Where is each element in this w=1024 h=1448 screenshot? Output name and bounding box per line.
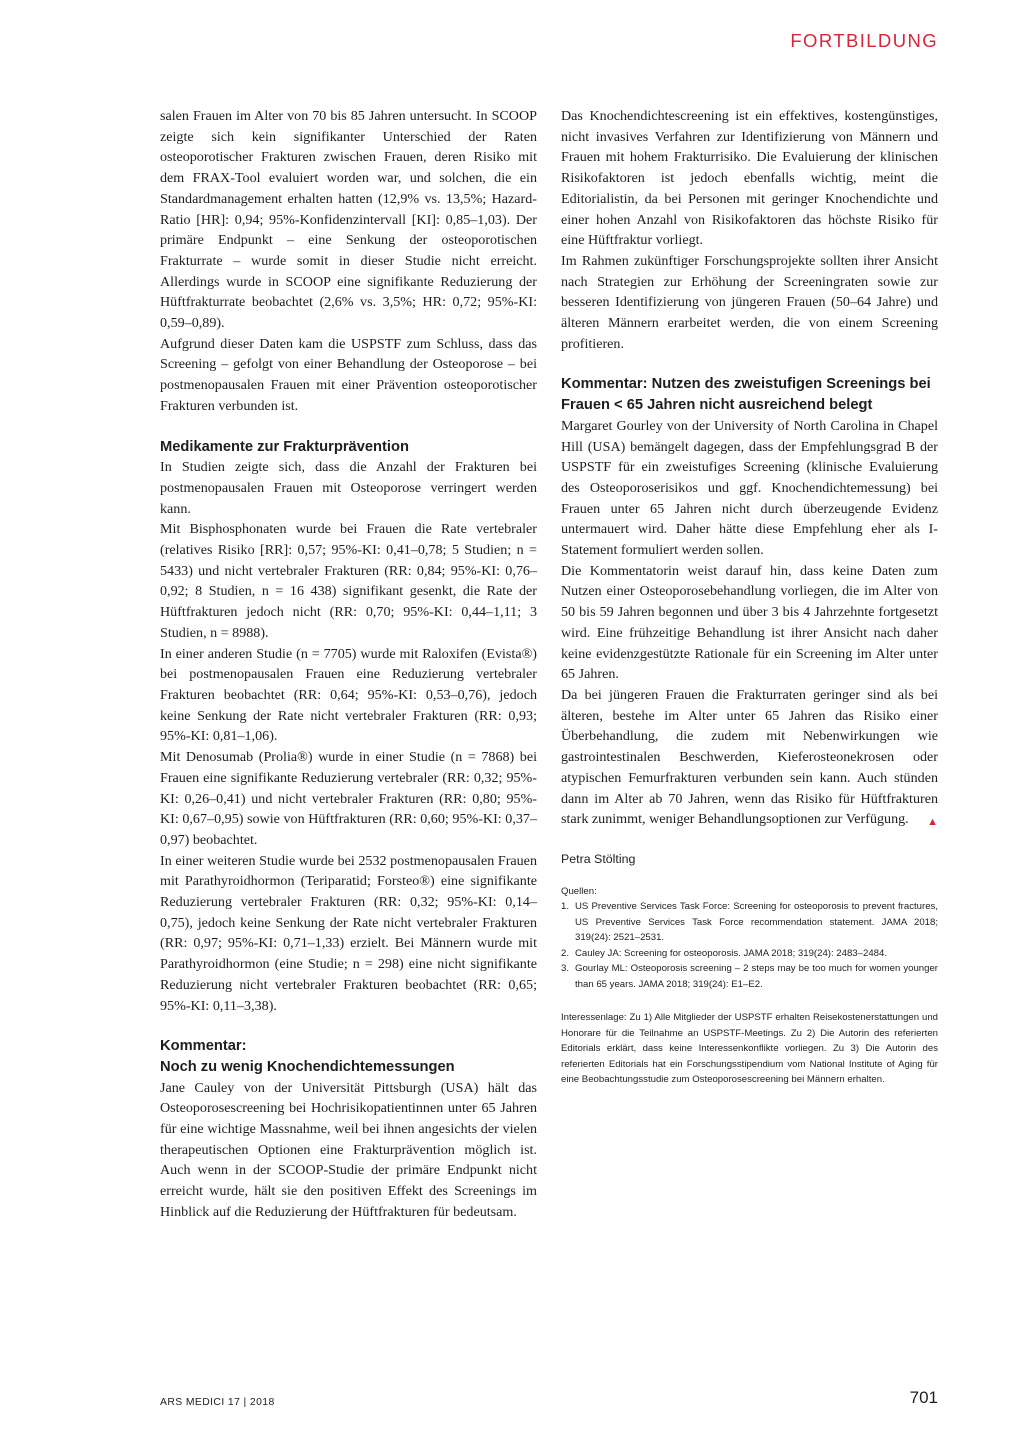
list-item [561, 946, 938, 962]
paragraph: Aufgrund dieser Daten kam die USPSTF zum Schluss, dass das Screening – gefolgt von einer Behandlung der Osteoporose – bei postmenopausalen Frauen mit einer Prävention osteoporotischer Frakturen verbunden ist. [160, 335, 537, 414]
reference-text: Cauley JA: Screening for osteoporosis. JAMA 2018; 319(24): 2483–2484. [575, 947, 887, 959]
heading-line: Noch zu wenig Knochendichtemessungen [160, 1058, 455, 1075]
paragraph: Im Rahmen zukünftiger Forschungsprojekte sollten ihrer Ansicht nach Strategien zur Erhöhung der Screeningraten sowie zur besseren Identifizierung von jüngeren Frauen (50–64 Jahre) und älteren Männern erarbeitet werden, die von einem Screening profitieren. [561, 252, 938, 352]
list-number: 3. [561, 963, 570, 975]
paragraph: salen Frauen im Alter von 70 bis 85 Jahren untersucht. In SCOOP zeigte sich kein signifikanter Unterschied der Raten osteoporotischer Frakturen zwischen Frauen, deren Risiko mit dem FRAX-Tool evaluiert worden war, und solchen, die ein Standardmanagement erhalten hatten (12,9% vs. 13,5%; Hazard-Ratio [HR]: 0,94; 95%-Konfidenzintervall [KI]: 0,85–1,03). Der primäre Endpunkt – eine Senkung der osteoporotischen Frakturrate – wurde somit in dieser Studie nicht erreicht. Allerdings wurde in SCOOP eine signifikante Reduzierung der Hüftfrakturrate beobachtet (2,6% vs. 3,5%; HR: 0,72; 95%-KI: 0,59–0,89). [160, 108, 537, 332]
section-heading: Kommentar: Nutzen des zweistufigen Screenings bei Frauen < 65 Jahren nicht ausreichend belegt [561, 376, 931, 414]
paragraph: In Studien zeigte sich, dass die Anzahl der Frakturen bei postmenopausalen Frauen mit Osteoporose verringert werden kann. [160, 459, 537, 517]
paragraph: Jane Cauley von der Universität Pittsburgh (USA) hält das Osteoporosescreening bei Hochrisikopatientinnen unter 65 Jahren für eine wichtige Massnahme, weil bei ihnen angesichts der vielen therapeutischen Optionen eine Frakturprävention möglich ist. Auch wenn in der SCOOP-Studie der primäre Endpunkt nicht erreicht wurde, hält sie den positiven Effekt des Screenings im Hinblick auf die Reduzierung der Hüftfrakturen für bedeutsam. [160, 1079, 537, 1220]
section-heading: Medikamente zur Frakturprävention [160, 438, 409, 455]
paragraph: Mit Bisphosphonaten wurde bei Frauen die Rate vertebraler (relatives Risiko [RR]: 0,57; 95%-KI: 0,41–0,78; 5 Studien; n = 5433) und nicht vertebraler Frakturen (RR: 0,84; 95%-KI: 0,76–0,92; 8 Studien, n = 16 438) signifikant gesenkt, die Rate der Hüftfrakturen jedoch nicht (RR: 0,70; 95%-KI: 0,44–1,11; 3 Studien, n = 8988). [160, 521, 537, 641]
list-number: 1. [561, 901, 570, 913]
section-heading [160, 1036, 537, 1077]
page-number: 701 [909, 1388, 938, 1407]
reference-text: Gourlay ML: Osteoporosis screening – 2 steps may be too much for women younger than 65 years. JAMA 2018; 319(24): E1–E2. [575, 963, 938, 990]
left-column [160, 106, 537, 1223]
right-column [561, 106, 938, 1088]
author-name: Petra Stölting [561, 851, 636, 866]
paragraph: Mit Denosumab (Prolia®) wurde in einer Studie (n = 7868) bei Frauen eine signifikante Reduzierung vertebraler (RR: 0,32; 95%-KI: 0,26–0,41) und nicht vertebraler Frakturen (RR: 0,80; 95%-KI: 0,67–0,95) sowie von Hüftfrakturen (RR: 0,60; 95%-KI: 0,37–0,97) beobachtet. [160, 749, 537, 848]
list-item [561, 899, 938, 946]
paragraph: Das Knochendichtescreening ist ein effektives, kostengünstiges, nicht invasives Verfahren zur Identifizierung von Männern und Frauen mit hohem Frakturrisiko. Die Evaluierung der klinischen Risikofaktoren ist jedoch ebenfalls wichtig, meint die Editorialistin, da bei Personen mit geringer Knochendichte und einer hohen Anzahl von Risikofaktoren das höchste Risiko für eine Hüftfraktur vorliegt. [561, 108, 938, 249]
journal-issue: ARS MEDICI 17 | 2018 [160, 1397, 275, 1408]
triangle-end-icon: ▲ [927, 816, 938, 829]
paragraph: In einer weiteren Studie wurde bei 2532 postmenopausalen Frauen mit Parathyroidhormon (Teriparatid; Forsteo®) eine signifikante Reduzierung vertebraler Frakturen (RR: 0,32; 95%-KI: 0,14–0,75), jedoch keine Senkung der Rate nicht vertebraler Frakturen (RR: 0,97; 95%-KI: 0,71–1,33) erzielt. Bei Männern wurde mit Parathyroidhormon (eine Studie; n = 298) eine nicht signifikante Reduzierung nicht vertebraler Frakturen beobachtet (RR: 0,65; 95%-KI: 0,11–3,38). [160, 852, 537, 1014]
paragraph: In einer anderen Studie (n = 7705) wurde mit Raloxifen (Evista®) bei postmenopausalen Frauen eine Reduzierung vertebraler Frakturen beobachtet (RR: 0,64; 95%-KI: 0,53–0,76), jedoch keine Senkung der Rate nicht vertebraler Frakturen (RR: 0,93; 95%-KI: 0,81–1,06). [160, 645, 537, 745]
sources-title: Quellen: [561, 885, 597, 897]
section-label: FORTBILDUNG [790, 30, 938, 51]
paragraph: Die Kommentatorin weist darauf hin, dass keine Daten zum Nutzen einer Osteoporosebehandlung vorliegen, die im Alter von 50 bis 59 Jahren begonnen und über 3 bis 4 Jahrzehnte fortgesetzt wird. Eine frühzeitige Behandlung ist ihrer Ansicht nach daher keine evidenzgestützte Rationale für ein Screening im Alter unter 65 Jahren. [561, 562, 938, 683]
list-item [561, 961, 938, 992]
heading-line: Kommentar: [160, 1038, 247, 1055]
paragraph-text: Da bei jüngeren Frauen die Frakturraten geringer sind als bei älteren, bestehe im Alter unter 65 Jahren das Risiko einer Überbehandlung, die zudem mit Nebenwirkungen wie gastrointestinalen Beschwerden, Kieferosteonekrosen oder atypischen Femurfrakturen verbunden sein kann. Auch stünden dann im Alter ab 70 Jahren, wenn das Risiko für Hüftfrakturen stark zunimmt, weniger Behandlungsoptionen zur Verfügung. [561, 686, 938, 828]
sources-list [561, 899, 938, 992]
paragraph [561, 685, 938, 830]
conflict-of-interest: Interessenlage: Zu 1) Alle Mitglieder der USPSTF erhalten Reisekostenerstattungen und Honorare für die Teilnahme an USPSTF-Meetings. Zu 2) Die Autorin des referierten Editorials erklärt, dass keine Interessenkonflikte vorliegen. Zu 3) Die Autorin des referierten Editorials hat ein Forschungsstipendium vom National Institute of Aging für eine Beobachtungsstudie zum Osteoporosescreening bei Männern erhalten. [561, 1012, 938, 1086]
paragraph: Margaret Gourley von der University of North Carolina in Chapel Hill (USA) bemängelt dagegen, dass der Empfehlungsgrad B der USPSTF für ein zweistufiges Screening (klinische Evaluierung des Osteoporoserisikos und ggf. Knochendichtemessung) bei Frauen unter 65 Jahren nicht durch überzeugende Evidenz untermauert wird. Daher hätte diese Empfehlung eher als I-Statement formuliert werden sollen. [561, 417, 938, 559]
list-number: 2. [561, 947, 570, 959]
reference-text: US Preventive Services Task Force: Screening for osteoporosis to prevent fractures, US Preventive Services Task Force recommendation statement. JAMA 2018; 319(24): 2521–2531. [575, 901, 938, 944]
